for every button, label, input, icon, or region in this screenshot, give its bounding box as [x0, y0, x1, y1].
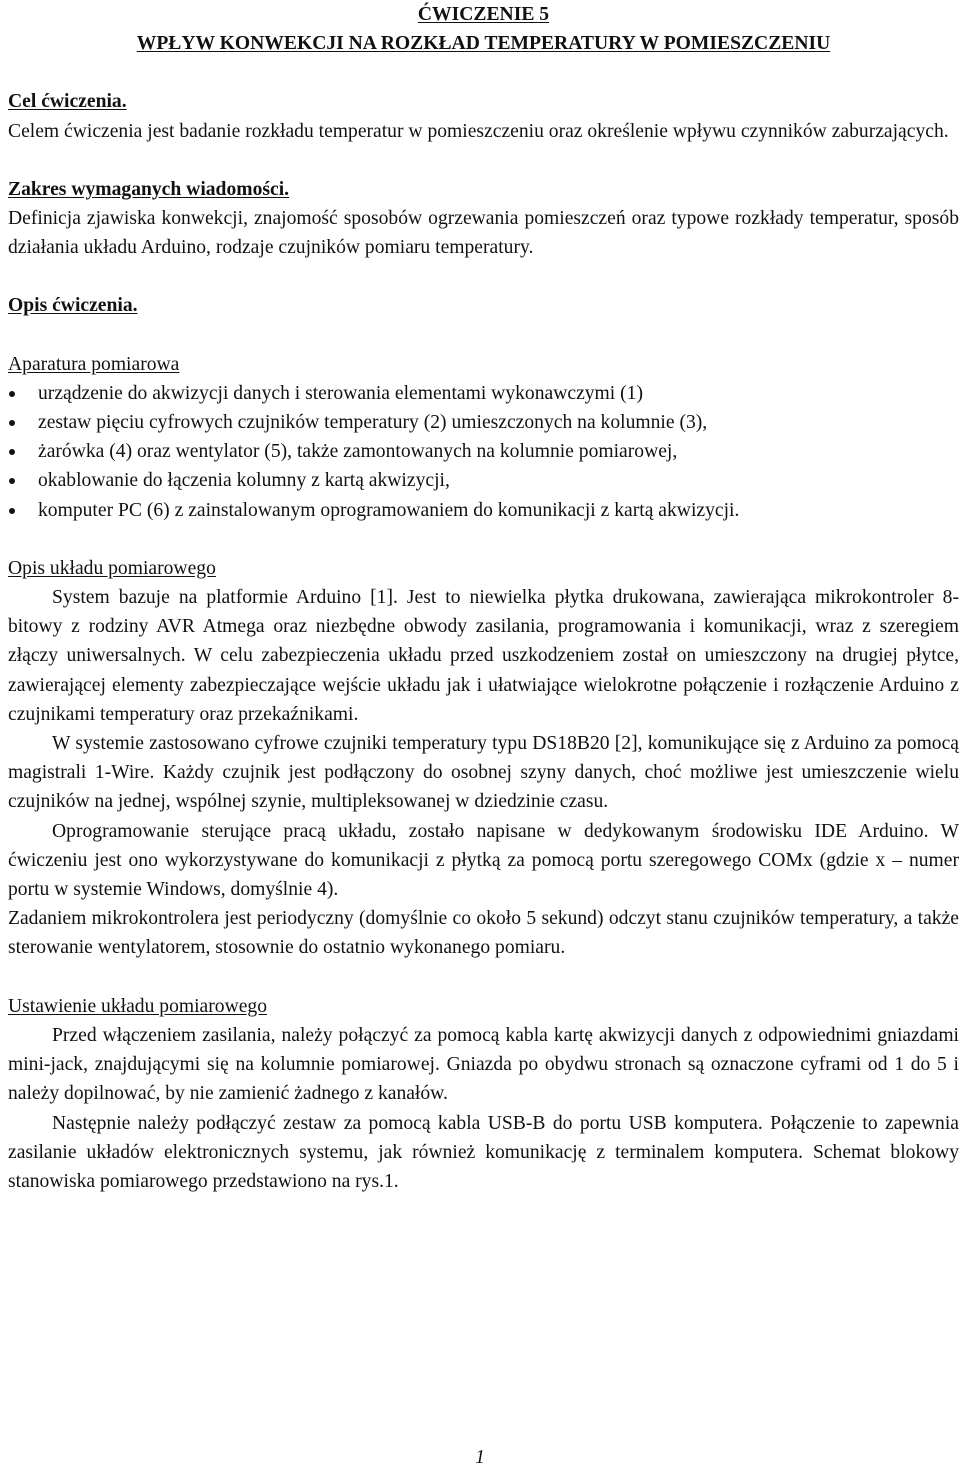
paragraph-ustawienie-2: Następnie należy podłączyć zestaw za pomocą kabla USB-B do portu USB komputera. Połączenie to zapewnia zasilanie układów elektronicznych systemu, jak również komunikację z terminalem komputera. Schemat blokowy stanowiska pomiarowego przedstawiono na rys.1.: [8, 1112, 959, 1192]
section-heading-uklad: Opis układu pomiarowego: [8, 557, 216, 579]
exercise-subtitle: WPŁYW KONWEKCJI NA ROZKŁAD TEMPERATURY W POMIESZCZENIU: [136, 33, 831, 55]
bullet-icon: [9, 391, 15, 397]
bullet-icon: [9, 420, 15, 426]
section-heading-zakres: Zakres wymaganych wiadomości.: [8, 178, 290, 200]
section-heading-cel: Cel ćwiczenia.: [8, 91, 127, 113]
bullet-icon: [9, 478, 15, 484]
list-item: zestaw pięciu cyfrowych czujników temperatury (2) umieszczonych na kolumnie (3),: [8, 408, 959, 437]
paragraph-uklad-4: Zadaniem mikrokontrolera jest periodyczny (domyślnie co około 5 sekund) odczyt stanu czujników temperatury, a także sterowanie wentylatorem, stosownie do ostatnio wykonanego pomiaru.: [8, 908, 959, 959]
section-heading-ustawienie: Ustawienie układu pomiarowego: [8, 995, 268, 1017]
page-number: 1: [475, 1447, 485, 1468]
paragraph-uklad-1: System bazuje na platformie Arduino [1]. Jest to niewielka płytka drukowana, zawierająca mikrokontroler 8-bitowy z rodziny AVR Atmega oraz niezbędne obwody zasilania, programowania i komunikacji, wraz z szeregiem złączy uniwersalnych. W celu zabezpieczenia układu przed uszkodzeniem został on umieszczony na drugiej płytce, zawierającej elementy zabezpieczające wejście układu jak i ułatwiające wielokrotne połączenie i rozłączenie Arduino z czujnikami temperatury oraz przekaźnikami.: [8, 587, 959, 725]
list-item: okablowanie do łączenia kolumny z kartą akwizycji,: [8, 466, 959, 495]
paragraph-uklad-2: W systemie zastosowano cyfrowe czujniki temperatury typu DS18B20 [2], komunikujące się z Arduino za pomocą magistrali 1-Wire. Każdy czujnik jest podłączony do osobnej szyny danych, choć możliwe jest umieszczenie wielu czujników na jednej, wspólnej szynie, multipleksowanej w dziedzinie czasu.: [8, 733, 959, 813]
paragraph-uklad-3: Oprogramowanie sterujące pracą układu, zostało napisane w dedykowanym środowisku IDE Arduino. W ćwiczeniu jest ono wykorzystywane do komunikacji z płytką za pomocą portu szeregowego COMx (gdzie x – numer portu w systemie Windows, domyślnie 4).: [8, 820, 959, 901]
list-item: urządzenie do akwizycji danych i sterowania elementami wykonawczymi (1): [8, 379, 959, 408]
list-item: komputer PC (6) z zainstalowanym oprogramowaniem do komunikacji z kartą akwizycji.: [8, 496, 959, 525]
equipment-list: [8, 379, 959, 525]
bullet-icon: [9, 508, 15, 514]
section-heading-aparatura: Aparatura pomiarowa: [8, 353, 180, 375]
list-item: żarówka (4) oraz wentylator (5), także zamontowanych na kolumnie pomiarowej,: [8, 437, 959, 466]
section-heading-opis: Opis ćwiczenia.: [8, 295, 138, 317]
bullet-icon: [9, 449, 15, 455]
exercise-title: ĆWICZENIE 5: [417, 4, 550, 25]
document-page: [8, 0, 959, 1196]
paragraph-ustawienie-1: Przed włączeniem zasilania, należy połączyć za pomocą kabla kartę akwizycji danych z odpowiednimi gniazdami mini-jack, znajdującymi się na kolumnie pomiarowej. Gniazda po obydwu stronach są oznaczone cyframi od 1 do 5 i należy dopilnować, by nie zamienić żadnego z kanałów.: [8, 1024, 959, 1105]
section-text-cel: Celem ćwiczenia jest badanie rozkładu temperatur w pomieszczeniu oraz określenie wpływu czynników zaburzających.: [8, 120, 949, 142]
section-text-zakres: Definicja zjawiska konwekcji, znajomość sposobów ogrzewania pomieszczeń oraz typowe rozkłady temperatur, sposób działania układu Arduino, rodzaje czujników pomiaru temperatury.: [8, 208, 959, 259]
